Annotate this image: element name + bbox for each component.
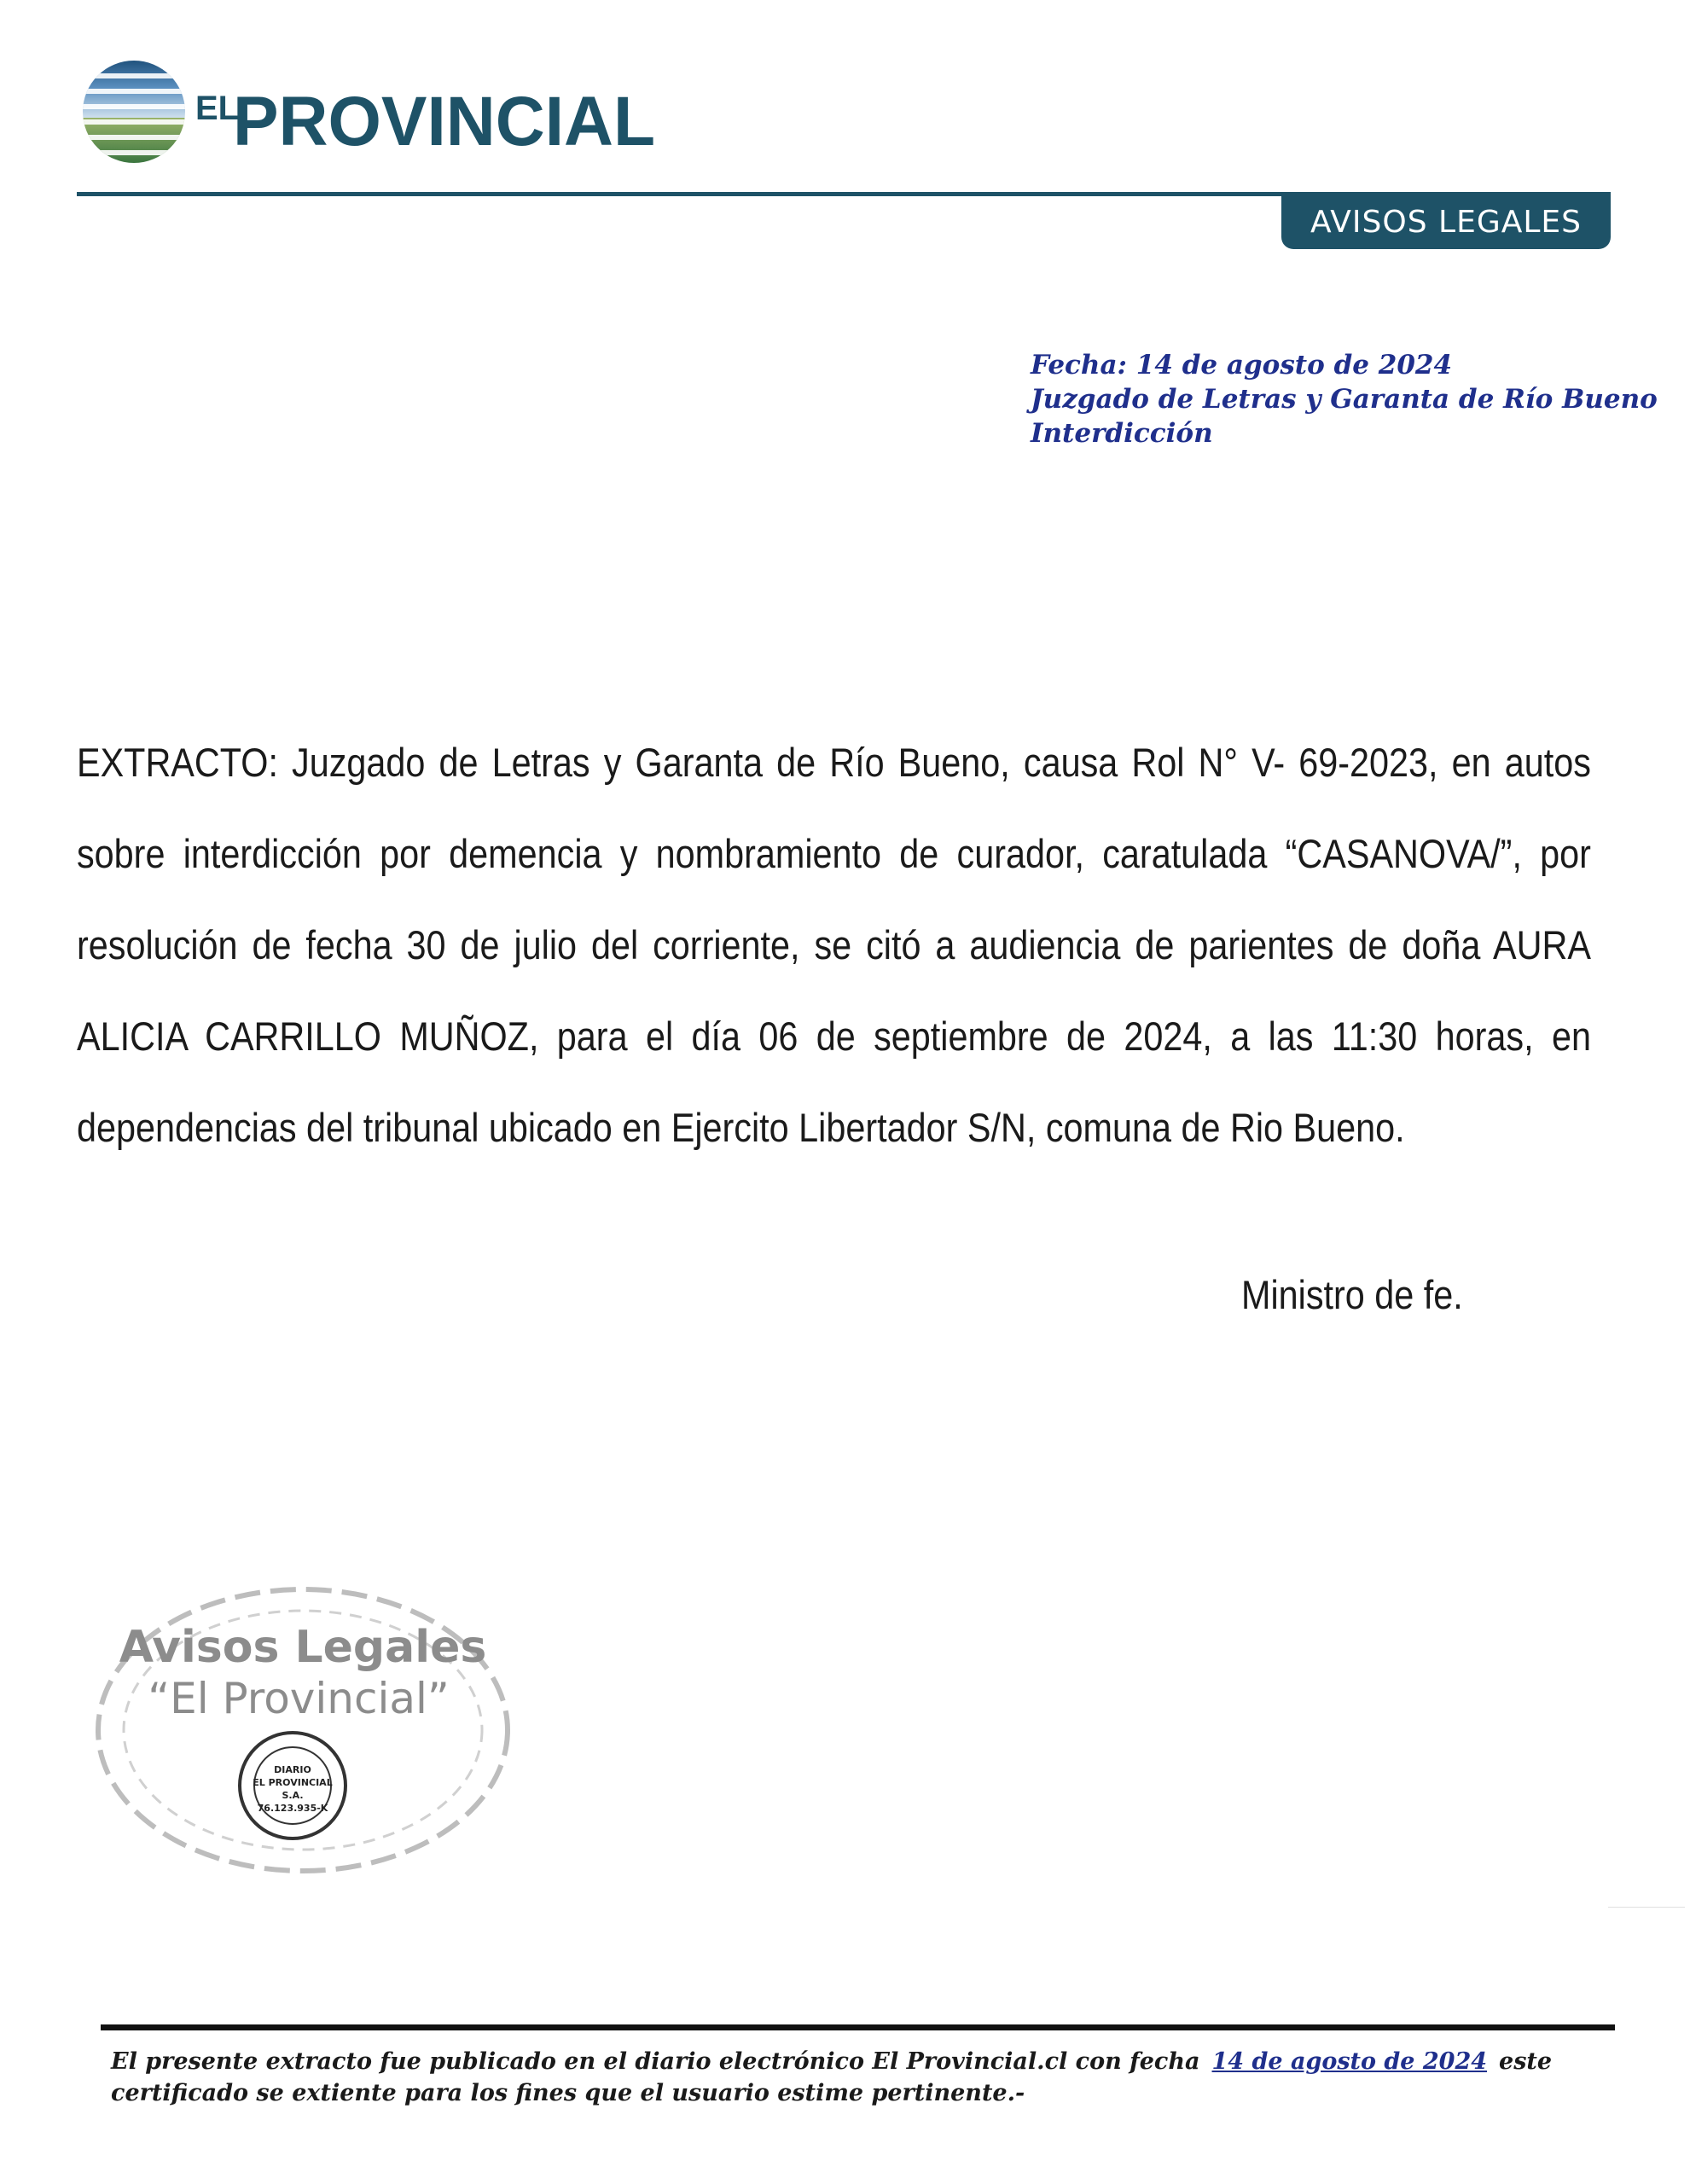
seal-line-3: S.A. xyxy=(282,1790,304,1801)
globe-icon xyxy=(81,58,192,169)
section-label: AVISOS LEGALES xyxy=(1281,195,1611,249)
seal-line-4: 76.123.935-K xyxy=(257,1803,328,1814)
footer-text-before: El presente extracto fue publicado en el diario electrónico El Provincial.cl con fecha xyxy=(111,2048,1200,2075)
footer-text-after: este certificado se extiente para los fines que el usuario estime pertinente.- xyxy=(111,2048,1553,2106)
company-seal-icon xyxy=(240,1733,346,1838)
notice-matter: Interdicción xyxy=(1031,418,1213,449)
seal-line-1: DIARIO xyxy=(274,1764,311,1775)
seal-line-2: EL PROVINCIAL xyxy=(253,1777,333,1788)
stamp-title: Avisos Legales xyxy=(119,1622,487,1673)
avisos-legales-stamp xyxy=(90,1577,516,1892)
el-provincial-logo xyxy=(81,58,661,169)
notice-court: Juzgado de Letras y Garanta de Río Bueno xyxy=(1031,384,1658,415)
signature-line: Ministro de fe. xyxy=(1241,1272,1463,1317)
logo-text-large: PROVINCIAL xyxy=(233,83,655,160)
logo-text-small: EL xyxy=(195,90,240,127)
footer-divider xyxy=(101,2024,1615,2030)
footer-certificate xyxy=(111,2046,1612,2109)
extract-body: EXTRACTO: Juzgado de Letras y Garanta de Río Bueno, causa Rol N° V- 69-2023, en autos sobre interdicción por demencia y nombramiento de curador, caratulada “CASANOVA/”, por resolución de fecha 30 de julio del corriente, se citó a audiencia de parientes de doña AURA ALICIA CARRILLO MUÑOZ, para el día 06 de septiembre de 2024, a las 11:30 horas, en dependencias del tribunal ubicado en Ejercito Libertador S/N, comuna de Rio Bueno. xyxy=(77,740,1591,1150)
notice-metadata xyxy=(1031,348,1658,450)
stamp-subtitle: “El Provincial” xyxy=(148,1674,450,1723)
decorative-line xyxy=(1608,1907,1685,1908)
footer-date-link[interactable]: 14 de agosto de 2024 xyxy=(1211,2048,1488,2075)
notice-date: Fecha: 14 de agosto de 2024 xyxy=(1031,350,1453,380)
